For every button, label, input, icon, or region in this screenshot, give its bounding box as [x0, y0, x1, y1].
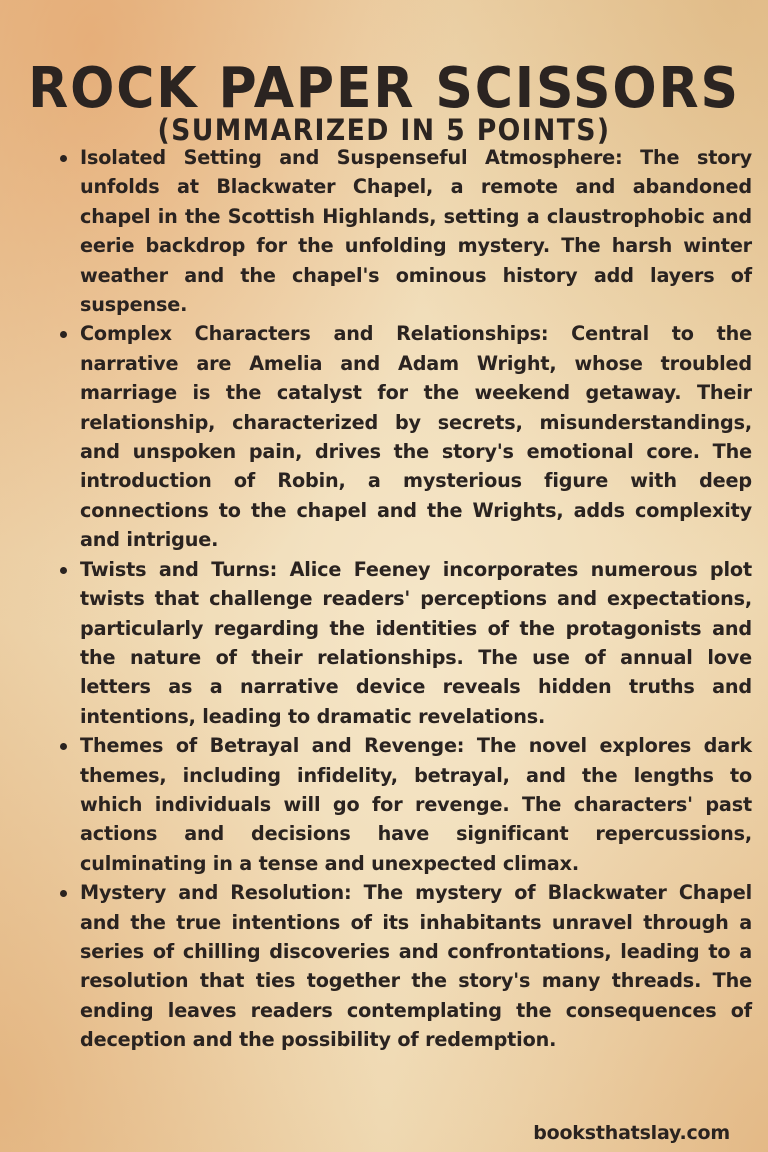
- summary-point-4: [80, 731, 752, 878]
- page-subtitle: (SUMMARIZED IN 5 POINTS): [157, 113, 611, 148]
- bullet-icon: [60, 567, 67, 574]
- summary-point-1: [80, 143, 752, 319]
- summary-point-2: [80, 319, 752, 554]
- bullet-icon: [60, 743, 67, 750]
- bullet-icon: [60, 155, 67, 162]
- summary-point-3: [80, 555, 752, 731]
- summary-point-text: Twists and Turns: Alice Feeney incorporates numerous plot twists that challenge readers' perceptions and expectations, particularly regarding the identities of the protagonists and the nature of their relationships. The use of annual love letters as a narrative device reveals hidden truths and intentions, leading to dramatic revelations.: [80, 557, 752, 728]
- bullet-icon: [60, 331, 67, 338]
- summary-point-text: Themes of Betrayal and Revenge: The novel explores dark themes, including infidelity, betrayal, and the lengths to which individuals will go for revenge. The characters' past actions and decisions have significant repercussions, culminating in a tense and unexpected climax.: [80, 734, 752, 875]
- page-title: ROCK PAPER SCISSORS: [28, 55, 740, 121]
- summary-point-5: [80, 878, 752, 1054]
- bullet-icon: [60, 890, 67, 897]
- site-credit: booksthatslay.com: [533, 1122, 730, 1144]
- summary-points-list: [58, 143, 752, 1055]
- summary-point-text: Complex Characters and Relationships: Central to the narrative are Amelia and Adam Wright, whose troubled marriage is the catalyst for the weekend getaway. Their relationship, characterized by secrets, misunderstandings, and unspoken pain, drives the story's emotional core. The introduction of Robin, a mysterious figure with deep connections to the chapel and the Wrights, adds complexity and intrigue.: [80, 322, 752, 552]
- summary-point-text: Mystery and Resolution: The mystery of Blackwater Chapel and the true intentions of its inhabitants unravel through a series of chilling discoveries and confrontations, leading to a resolution that ties together the story's many threads. The ending leaves readers contemplating the consequences of deception and the possibility of redemption.: [80, 881, 752, 1052]
- summary-point-text: Isolated Setting and Suspenseful Atmosphere: The story unfolds at Blackwater Chapel, a remote and abandoned chapel in the Scottish Highlands, setting a claustrophobic and eerie backdrop for the unfolding mystery. The harsh winter weather and the chapel's ominous history add layers of suspense.: [80, 146, 752, 317]
